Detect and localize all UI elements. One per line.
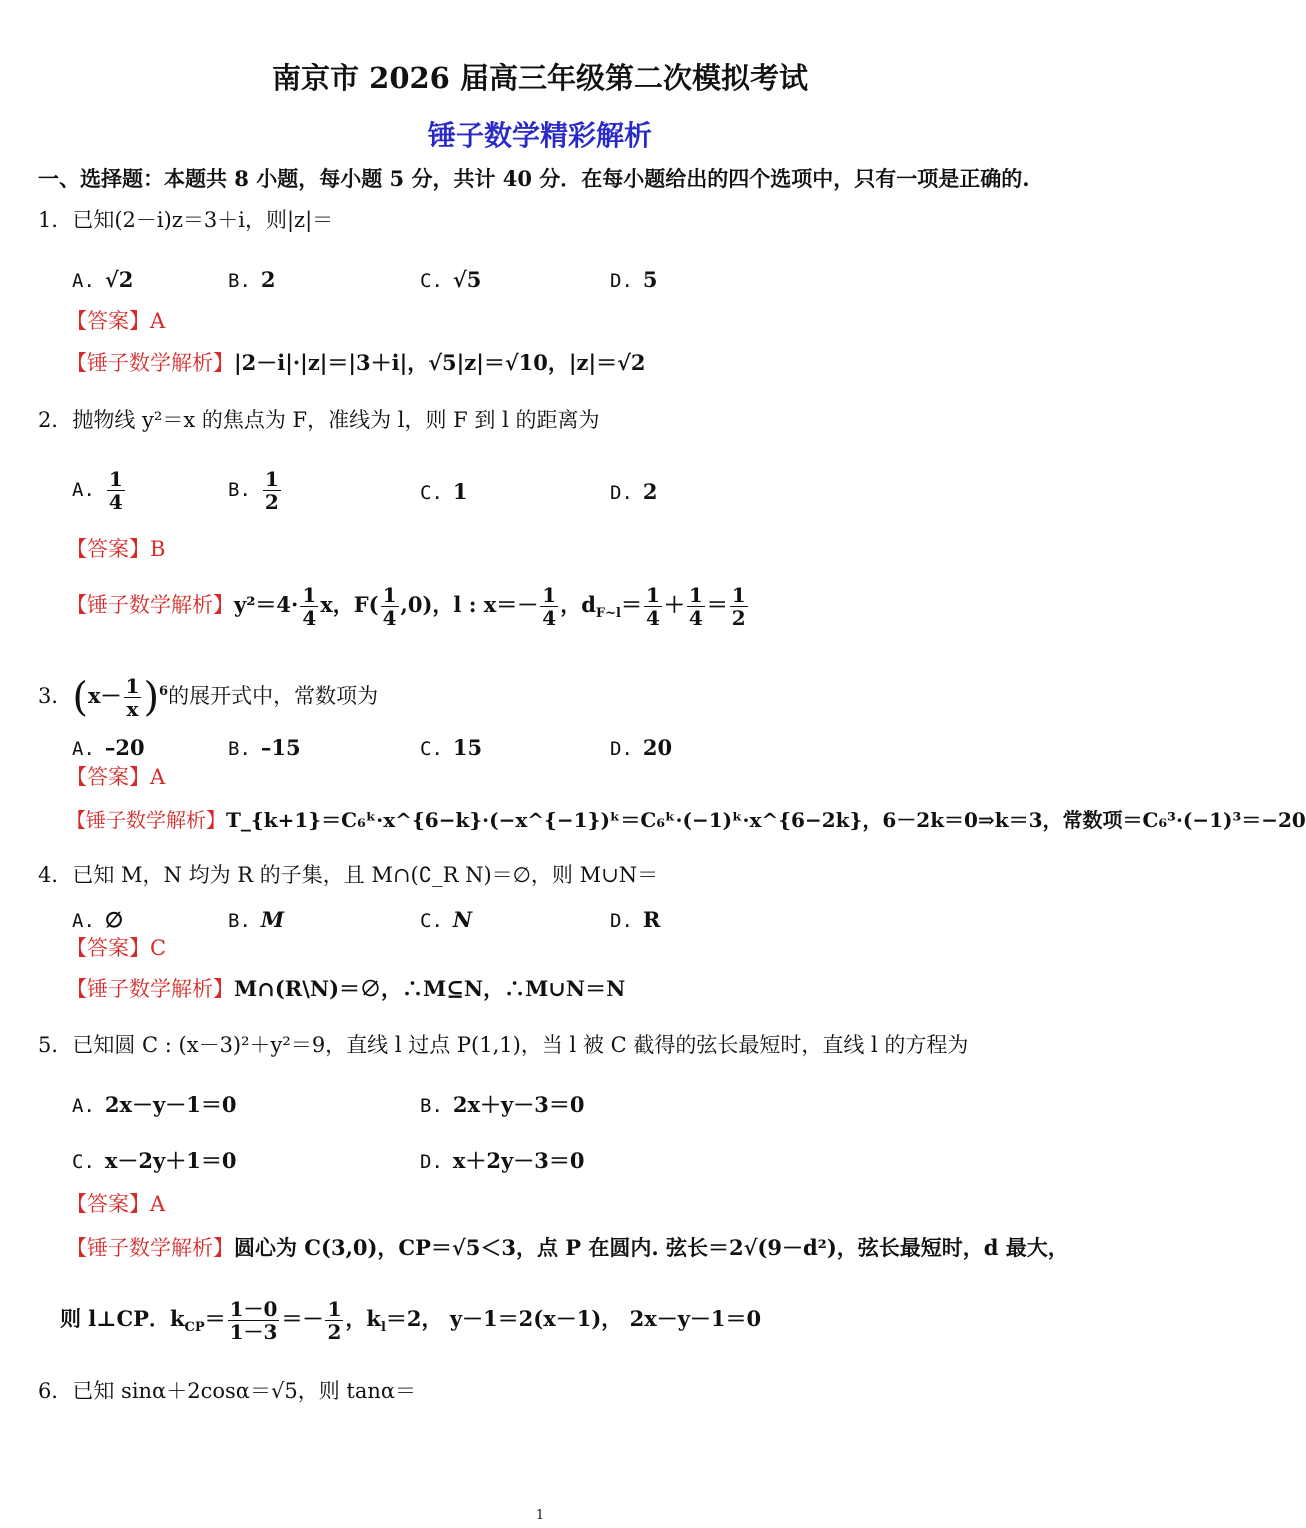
question-4-option-a: A. ∅ [72,907,124,932]
question-4-answer: 【答案】C [66,936,167,960]
question-3-option-c: C. 15 [420,735,483,760]
question-5-analysis: 【锤子数学解析】圆心为 C(3,0)，CP＝√5＜3，点 P 在圆内. 弦长＝2√(9－d²)，弦长最短时，d 最大， [66,1235,1069,1260]
question-5-answer: 【答案】A [66,1192,166,1216]
question-1-option-c: C. √5 [420,267,482,292]
question-2-answer: 【答案】B [66,537,166,561]
question-4-option-b: B. M [228,907,285,932]
question-4-option-d: D. R [610,907,661,932]
section-heading: 一、选择题：本题共 8 小题，每小题 5 分，共计 40 分．在每小题给出的四个选项中，只有一项是正确的. [38,166,1030,191]
question-4-stem: 4．已知 M，N 均为 R 的子集，且 M∩(∁_R N)＝∅，则 M∪N＝ [38,863,659,887]
question-1-answer: 【答案】A [66,309,166,333]
page-number: 1 [535,1508,545,1523]
question-5-stem: 5．已知圆 C : (x－3)²＋y²＝9，直线 l 过点 P(1,1)，当 l 被 C 截得的弦长最短时，直线 l 的方程为 [38,1033,969,1057]
question-5-option-b: B. 2x＋y－3＝0 [420,1092,585,1117]
question-2-analysis: 【锤子数学解析】y²＝4· $\frac{1}{4}$ x，F( $\frac{1}{4}$ ,0)，l : x＝－ $\frac{1}{4}$ ，$d_{F\sim l}=$ $\frac{1}{4}$ ＋ $\frac{1}{4}$ ＝ $\frac{1}{2}$ [66,583,746,630]
page-subtitle: 锤子数学精彩解析 [427,119,652,152]
question-1-option-b: B. 2 [228,267,276,292]
question-5-option-c: C. x－2y＋1＝0 [72,1148,237,1173]
question-6-stem: 6．已知 sinα＋2cosα＝√5，则 tanα＝ [38,1379,417,1403]
question-1-analysis: 【锤子数学解析】|2－i|·|z|＝|3＋i|，√5|z|＝√10，|z|＝√2 [66,350,646,375]
question-5-analysis-continued: 则 l⊥CP．$k_{CP}=$ $\frac{1-0}{1-3}$ ＝－ $\frac{1}{2}$ ，$k_l=2$， y－1＝2(x－1)， 2x－y－1＝0 [60,1297,762,1344]
question-4-analysis: 【锤子数学解析】M∩(R\N)＝∅，∴M⊆N，∴M∪N＝N [66,976,626,1001]
question-5-option-a: A. 2x－y－1＝0 [72,1092,237,1117]
question-3-option-b: B. –15 [228,735,301,760]
question-3-analysis: 【锤子数学解析】T_{k+1}＝C₆ᵏ·x^{6−k}·(−x^{−1})ᵏ＝C₆ᵏ·(−1)ᵏ·x^{6−2k}，6－2k＝0⇒k＝3，常数项＝C₆³·(−1)³＝−20 [66,808,1306,832]
question-2-option-a: A. $\frac{1}{4}$ [72,467,123,514]
question-5-option-d: D. x＋2y－3＝0 [420,1148,585,1173]
question-1-stem: 1．已知(2－i)z＝3＋i，则|z|＝ [38,208,334,232]
question-1-option-d: D. 5 [610,267,658,292]
question-3-option-d: D. 20 [610,735,673,760]
question-2-option-c: C. 1 [420,479,468,504]
question-4-option-c: C. N [420,907,473,932]
question-3-option-a: A. –20 [72,735,145,760]
page-title: 南京市 2026 届高三年级第二次模拟考试 [272,61,808,95]
question-2-stem: 2．抛物线 y²＝x 的焦点为 F，准线为 l，则 F 到 l 的距离为 [38,408,600,432]
question-2-option-d: D. 2 [610,479,658,504]
question-3-answer: 【答案】A [66,765,166,789]
question-1-option-a: A. √2 [72,267,134,292]
question-3-stem: 3．(x－ $\frac{1}{x}$ )$^6$的展开式中，常数项为 [38,674,379,721]
question-2-option-b: B. $\frac{1}{2}$ [228,467,279,514]
